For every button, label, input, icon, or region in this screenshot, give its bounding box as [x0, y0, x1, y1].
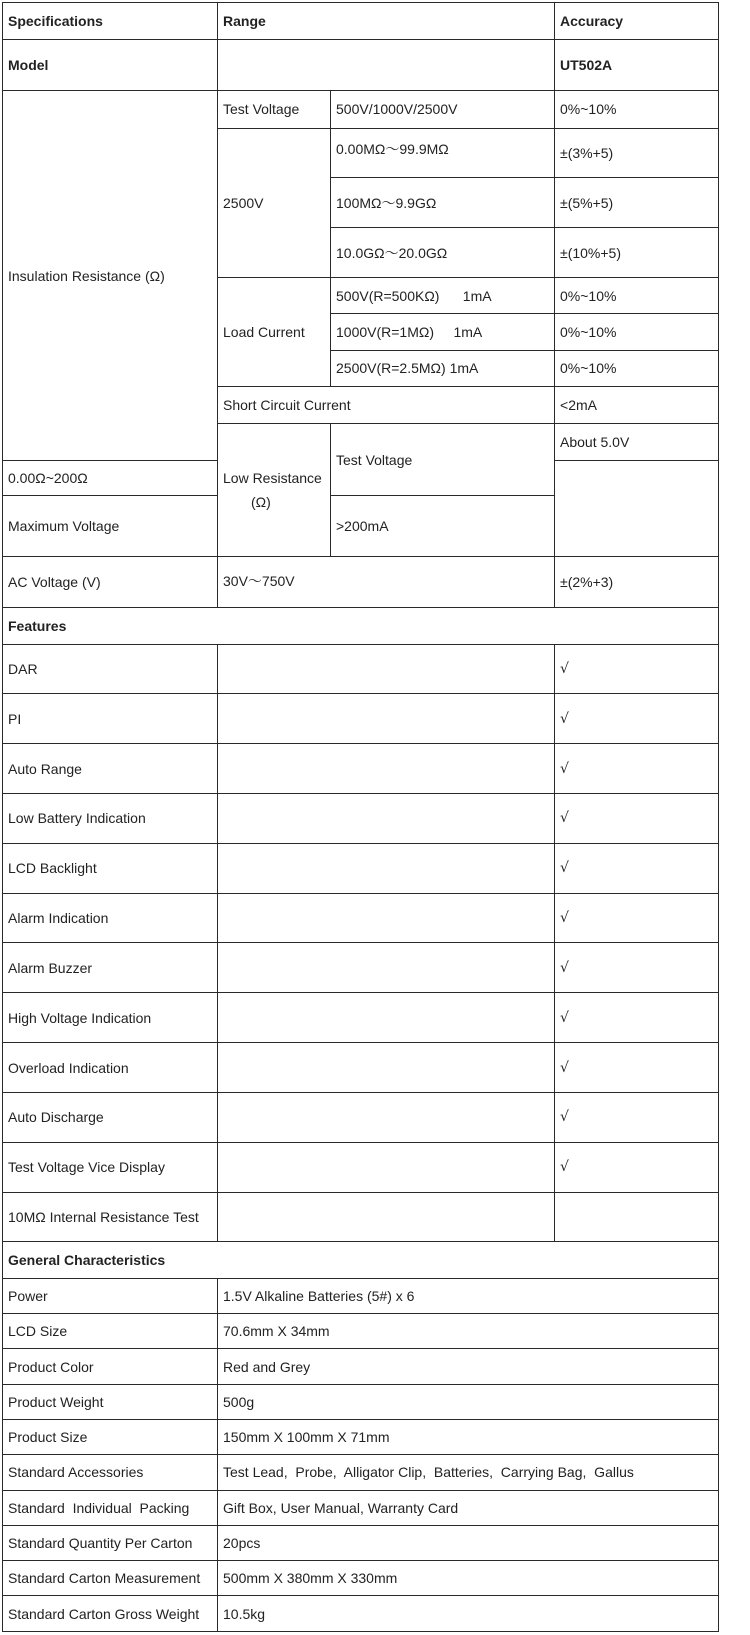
insulation-test-voltage-row	[3, 91, 719, 128]
insulation-range-value: 10.0GΩ～20.0GΩ	[331, 228, 555, 278]
feature-range-empty	[218, 694, 555, 744]
feature-range-empty	[218, 744, 555, 794]
insulation-range-value: 0.00MΩ～99.9MΩ	[331, 128, 555, 178]
low-resistance-label-line2: (Ω)	[251, 494, 271, 511]
feature-check-mark: √	[555, 943, 719, 993]
general-item-value: 10.5kg	[218, 1596, 719, 1632]
short-circuit-label: Short Circuit Current	[218, 387, 555, 424]
feature-name: High Voltage Indication	[3, 993, 218, 1043]
general-item-value: Gift Box, User Manual, Warranty Card	[218, 1490, 719, 1525]
insulation-range-accuracy: ±(3%+5)	[555, 128, 719, 178]
general-item-value: Red and Grey	[218, 1349, 719, 1384]
model-row	[3, 40, 719, 91]
general-item-name: Product Weight	[3, 1384, 218, 1419]
feature-name: Auto Range	[3, 744, 218, 794]
ac-voltage-range: 30V～750V	[218, 557, 555, 608]
feature-range-empty	[218, 893, 555, 943]
max-voltage-label: Maximum Voltage	[3, 496, 218, 557]
feature-name: PI	[3, 694, 218, 744]
feature-check-mark: √	[555, 1043, 719, 1093]
feature-range-empty	[218, 644, 555, 694]
feature-row	[3, 843, 719, 893]
ac-voltage-row	[3, 557, 719, 608]
features-heading-row	[3, 608, 719, 644]
insulation-test-voltage-value: 500V/1000V/2500V	[331, 91, 555, 128]
feature-range-empty	[218, 1142, 555, 1192]
general-item-value: 70.6mm X 34mm	[218, 1314, 719, 1349]
model-value: UT502A	[555, 40, 719, 91]
general-item-value: 500g	[218, 1384, 719, 1419]
general-item-value: Test Lead, Probe, Alligator Clip, Batteries, Carrying Bag, Gallus	[218, 1455, 719, 1490]
low-resistance-test-voltage-value: 0.00Ω~200Ω	[3, 460, 218, 495]
general-row	[3, 1490, 719, 1525]
insulation-test-voltage-label: Test Voltage	[218, 91, 331, 128]
feature-check-mark: √	[555, 694, 719, 744]
general-heading: General Characteristics	[3, 1242, 719, 1278]
feature-name: Alarm Buzzer	[3, 943, 218, 993]
feature-check-mark: √	[555, 993, 719, 1043]
load-current-value: 500V(R=500KΩ) 1mA	[331, 278, 555, 314]
feature-check-mark: √	[555, 893, 719, 943]
feature-row	[3, 794, 719, 844]
general-row	[3, 1525, 719, 1560]
feature-name: Overload Indication	[3, 1043, 218, 1093]
specifications-table	[2, 2, 719, 1632]
general-item-name: Standard Carton Measurement	[3, 1561, 218, 1596]
feature-range-empty	[218, 843, 555, 893]
ac-voltage-accuracy: ±(2%+3)	[555, 557, 719, 608]
feature-row	[3, 694, 719, 744]
load-current-label: Load Current	[218, 278, 331, 387]
general-row	[3, 1596, 719, 1632]
feature-row	[3, 744, 719, 794]
feature-row	[3, 1192, 719, 1242]
max-voltage-value: >200mA	[331, 496, 555, 557]
feature-row	[3, 1142, 719, 1192]
general-row	[3, 1349, 719, 1384]
general-item-name: Standard Accessories	[3, 1455, 218, 1490]
feature-row	[3, 1043, 719, 1093]
header-specifications: Specifications	[3, 3, 218, 40]
low-resistance-label-line1: Low Resistance	[223, 470, 322, 487]
general-item-value: 150mm X 100mm X 71mm	[218, 1419, 719, 1454]
load-current-accuracy: 0%~10%	[555, 314, 719, 350]
feature-row	[3, 943, 719, 993]
low-resistance-row	[3, 496, 719, 557]
feature-name: LCD Backlight	[3, 843, 218, 893]
general-item-name: Standard Quantity Per Carton	[3, 1525, 218, 1560]
feature-row	[3, 644, 719, 694]
range-2500v-label: 2500V	[218, 128, 331, 277]
general-item-name: Product Color	[3, 1349, 218, 1384]
load-current-value: 2500V(R=2.5MΩ) 1mA	[331, 350, 555, 386]
feature-check-mark	[555, 1192, 719, 1242]
feature-check-mark: √	[555, 744, 719, 794]
general-item-name: Standard Carton Gross Weight	[3, 1596, 218, 1632]
feature-range-empty	[218, 1192, 555, 1242]
general-row	[3, 1561, 719, 1596]
insulation-range-value: 100MΩ～9.9GΩ	[331, 178, 555, 228]
feature-range-empty	[218, 943, 555, 993]
low-resistance-test-voltage-value: About 5.0V	[555, 424, 719, 460]
feature-name: 10MΩ Internal Resistance Test	[3, 1192, 218, 1242]
low-resistance-label	[218, 424, 331, 557]
general-row	[3, 1419, 719, 1454]
feature-range-empty	[218, 993, 555, 1043]
general-item-name: Power	[3, 1278, 218, 1313]
load-current-accuracy: 0%~10%	[555, 350, 719, 386]
insulation-range-accuracy: ±(5%+5)	[555, 178, 719, 228]
low-resistance-test-voltage-label: Test Voltage	[331, 424, 555, 496]
feature-check-mark: √	[555, 1092, 719, 1142]
general-heading-row	[3, 1242, 719, 1278]
insulation-label: Insulation Resistance (Ω)	[3, 91, 218, 461]
general-row	[3, 1455, 719, 1490]
feature-check-mark: √	[555, 843, 719, 893]
feature-range-empty	[218, 1092, 555, 1142]
feature-check-mark: √	[555, 644, 719, 694]
insulation-range-accuracy: ±(10%+5)	[555, 228, 719, 278]
header-row	[3, 3, 719, 40]
feature-row	[3, 1092, 719, 1142]
header-accuracy: Accuracy	[555, 3, 719, 40]
feature-range-empty	[218, 1043, 555, 1093]
feature-name: DAR	[3, 644, 218, 694]
feature-check-mark: √	[555, 794, 719, 844]
general-item-name: Product Size	[3, 1419, 218, 1454]
model-range-empty	[218, 40, 555, 91]
feature-name: Low Battery Indication	[3, 794, 218, 844]
feature-name: Auto Discharge	[3, 1092, 218, 1142]
load-current-accuracy: 0%~10%	[555, 278, 719, 314]
feature-row	[3, 993, 719, 1043]
model-label: Model	[3, 40, 218, 91]
feature-name: Test Voltage Vice Display	[3, 1142, 218, 1192]
general-row	[3, 1278, 719, 1313]
header-range: Range	[218, 3, 555, 40]
load-current-value: 1000V(R=1MΩ) 1mA	[331, 314, 555, 350]
feature-name: Alarm Indication	[3, 893, 218, 943]
insulation-test-voltage-accuracy: 0%~10%	[555, 91, 719, 128]
feature-check-mark: √	[555, 1142, 719, 1192]
general-item-value: 500mm X 380mm X 330mm	[218, 1561, 719, 1596]
general-row	[3, 1384, 719, 1419]
general-item-name: LCD Size	[3, 1314, 218, 1349]
feature-range-empty	[218, 794, 555, 844]
general-item-value: 20pcs	[218, 1525, 719, 1560]
ac-voltage-label: AC Voltage (V)	[3, 557, 218, 608]
short-circuit-accuracy: <2mA	[555, 387, 719, 424]
general-row	[3, 1314, 719, 1349]
general-item-name: Standard Individual Packing	[3, 1490, 218, 1525]
general-item-value: 1.5V Alkaline Batteries (5#) x 6	[218, 1278, 719, 1313]
feature-row	[3, 893, 719, 943]
features-heading: Features	[3, 608, 719, 644]
